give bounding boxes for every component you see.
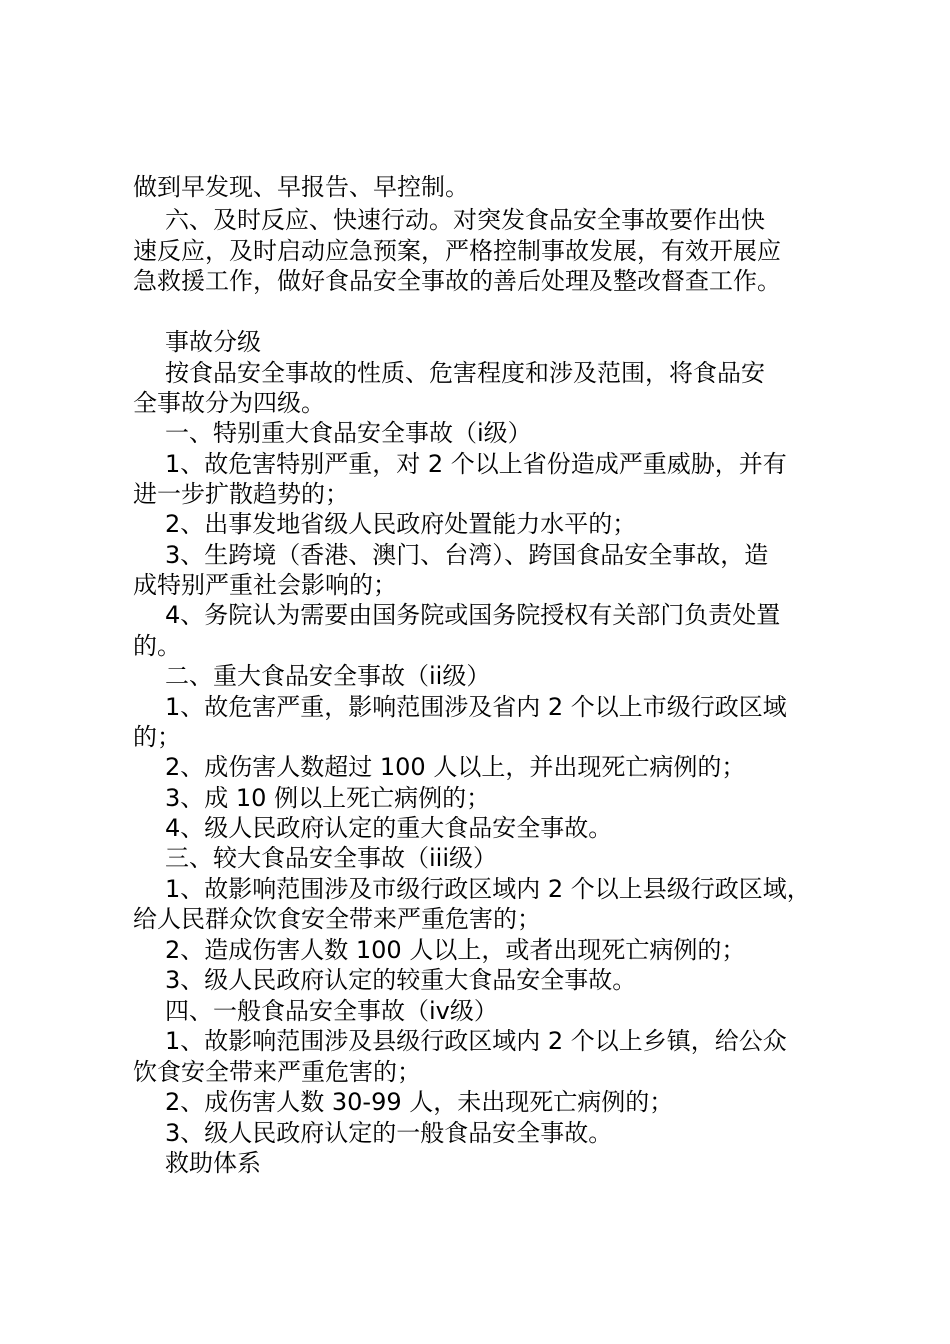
text-line: 1、故危害特别严重，对 2 个以上省份造成严重威胁，并有 [165,450,787,478]
text-line: 4、级人民政府认定的重大食品安全事故。 [165,814,613,842]
section-heading: 事故分级 [165,328,261,356]
text-line: 给人民群众饮食安全带来严重危害的； [133,905,541,933]
text-line: 按食品安全事故的性质、危害程度和涉及范围，将食品安 [165,359,765,387]
text-line: 的。 [133,632,181,660]
text-line: 的； [133,723,181,751]
text-line: 1、故危害严重，影响范围涉及省内 2 个以上市级行政区域 [165,693,787,721]
text-line: 4、务院认为需要由国务院或国务院授权有关部门负责处置 [165,601,781,629]
subsection-heading: 四、一般食品安全事故（iv级） [165,997,498,1025]
text-line: 2、出事发地省级人民政府处置能力水平的； [165,510,637,538]
text-line: 3、生跨境（香港、澳门、台湾）、跨国食品安全事故，造 [165,541,769,569]
text-line: 急救援工作，做好食品安全事故的善后处理及整改督查工作。 [133,267,781,295]
text-line: 速反应，及时启动应急预案，严格控制事故发展，有效开展应 [133,237,781,265]
subsection-heading: 三、较大食品安全事故（iii级） [165,844,498,872]
text-line: 做到早发现、早报告、早控制。 [133,173,469,201]
section-heading: 救助体系 [165,1149,261,1177]
text-line: 3、级人民政府认定的较重大食品安全事故。 [165,966,637,994]
text-line: 1、故影响范围涉及市级行政区域内 2 个以上县级行政区域， [165,875,811,903]
subsection-heading: 二、重大食品安全事故（ii级） [165,662,491,690]
text-line: 3、成 10 例以上死亡病例的； [165,784,491,812]
text-line: 3、级人民政府认定的一般食品安全事故。 [165,1119,613,1147]
text-line: 六、及时反应、快速行动。对突发食品安全事故要作出快 [165,206,765,234]
text-line: 2、成伤害人数 30-99 人，未出现死亡病例的； [165,1088,674,1116]
text-line: 饮食安全带来严重危害的； [133,1058,421,1086]
text-line: 进一步扩散趋势的； [133,480,349,508]
text-line: 2、成伤害人数超过 100 人以上，并出现死亡病例的； [165,753,746,781]
text-line: 全事故分为四级。 [133,389,325,417]
subsection-heading: 一、特别重大食品安全事故（i级） [165,419,532,447]
text-line: 1、故影响范围涉及县级行政区域内 2 个以上乡镇，给公众 [165,1027,787,1055]
text-line: 2、造成伤害人数 100 人以上，或者出现死亡病例的； [165,936,746,964]
text-line: 成特别严重社会影响的； [133,571,397,599]
